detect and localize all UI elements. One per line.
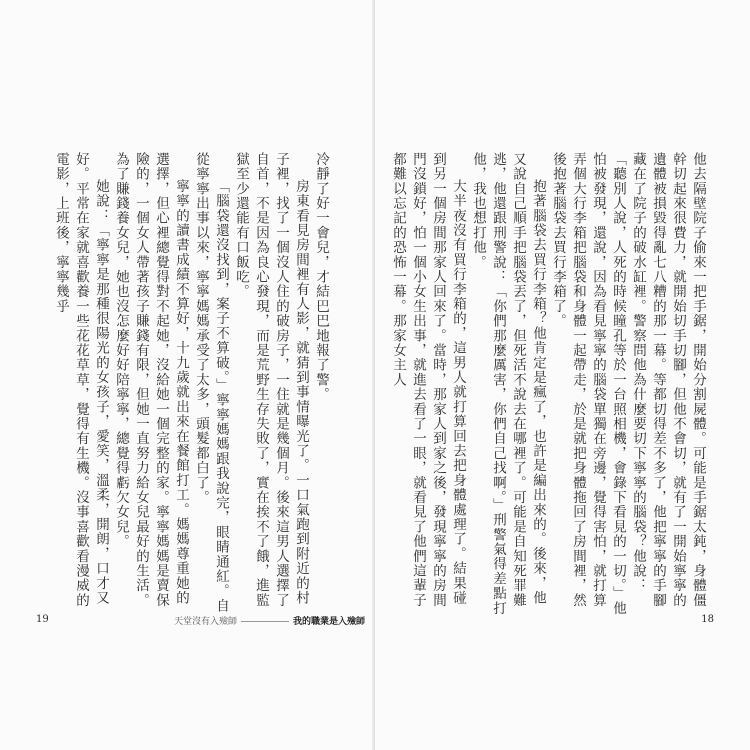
paragraph: 「腦袋還沒找到，案子不算破。」寧寧媽媽跟我說完，眼睛通紅。自從寧寧出事以來，寧寧媽媽承受了太多，頭髮都白了。 bbox=[193, 152, 229, 614]
paragraph: 大半夜沒有買行李箱的，這男人就打算回去把身體處理了。結果碰到另一個房間那家人回來了。當時，那家人到家之後，發現寧寧的房間門沒鎖好，怕一個小女生出事，就進去看了一眼，就看見了他們這輩子都難以忘記的恐怖一幕。那家女主人 bbox=[390, 152, 466, 608]
paragraph: 抱著腦袋去買行李箱？他肯定是瘋了，也許是編出來的。後來，他又說自己順手把腦袋丟了，但死活不說去在哪裡了。可能是自知死罪難逃，他還跟刑警說：「你們那麼厲害，你們自己找啊。」刑警氣得差點打他，我也想打他。 bbox=[470, 152, 546, 616]
paragraph: 房東看見房間裡有人影，就猜到事情曝光了。一口氣跑到附近的村子裡，找了一個沒人住的破房子，一住就是幾個月。後來這男人選擇了自首，不是因為良心發現，而是荒野生存失敗了，實在挨不了餓，進監獄至少還能有口飯吃。 bbox=[233, 152, 309, 608]
divider bbox=[241, 621, 289, 622]
chapter-title: 我的職業是入殮師 bbox=[293, 617, 366, 627]
paragraph: 冷靜了好一會兒，才結巴巴地報了警。 bbox=[313, 152, 329, 402]
paragraph: 他去隔壁院子偷來一把手鋸，開始分割屍體。可能是手鋸太鈍，身體僵幹切起來很費力，就開始切手切腳，但他不會切，就有了一開始寧寧的遺體被損毀得亂七八糟的那一幕。等都切得差不多了，他把寧寧的手腳藏在了院子的破水缸裡。警察問他為什麼要切下寧寧的腦袋？他說：「聽別人說，人死的時候瞳孔等於一台照相機，會錄下看見的一切。」他怕被發現，還說，因為看見寧寧的腦袋單獨在旁邊，覺得害怕，就打算弄個大行李箱把腦袋和身體一起帶走，於是就把身體拖回了房間裡，然後抱著腦袋去買行李箱了。 bbox=[550, 152, 706, 616]
paragraph: 寧寧的讀書成績不算好，十九歲就出來在餐館打工。媽媽尊重她的選擇，但心裡總覺得對不起她，沒給她一個完整的家。寧寧媽媽是賣保險的，一個女人帶著孩子賺錢有限，但她一直努力給女兒最好的生活。為了賺錢養女兒，她也沒怎麼好好陪寧寧，總覺得虧欠女兒。 bbox=[113, 152, 189, 608]
left-page-text bbox=[1, 152, 331, 617]
page-number: 19 bbox=[36, 614, 49, 625]
right-page bbox=[375, 0, 750, 750]
right-page-text bbox=[392, 152, 708, 617]
running-head bbox=[174, 614, 365, 627]
book-title: 天堂沒有入殮師 bbox=[174, 617, 238, 627]
paragraph: 她說：「寧寧是那種很陽光的女孩子，愛笑，溫柔，開朗，口才又好。平常在家就喜歡養一些花花草草，覺得有生機。沒事喜歡看漫威的電影，上班後，寧寧幾乎 bbox=[53, 152, 109, 608]
page-number: 18 bbox=[701, 614, 714, 625]
